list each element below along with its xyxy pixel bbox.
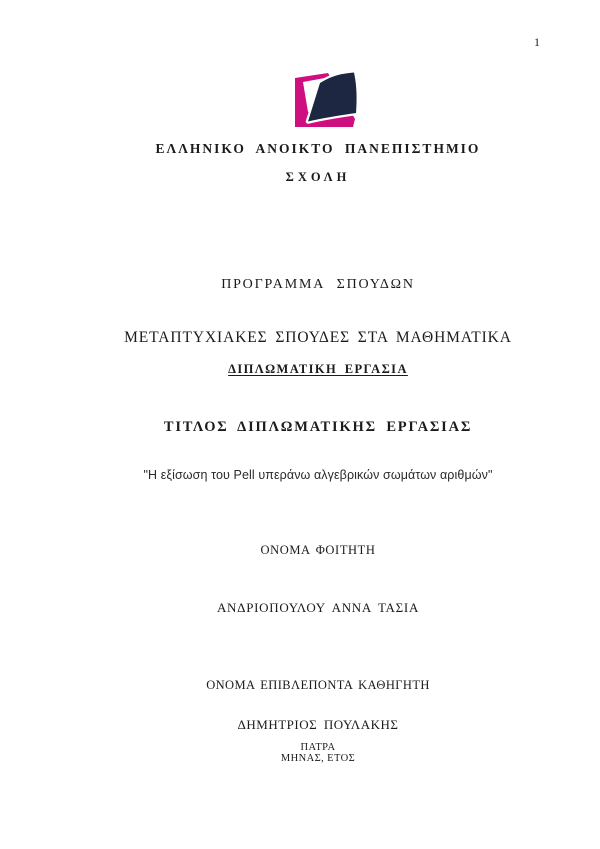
page-number: 1 bbox=[534, 35, 540, 49]
school-label: ΣΧΟΛΗ bbox=[285, 170, 351, 184]
thesis-title: "Η εξίσωση του Pell υπεράνω αλγεβρικών σωμάτων αριθμών" bbox=[143, 468, 493, 482]
student-name: ΑΝΔΡΙΟΠΟΥΛΟΥ ΑΝΝΑ ΤΑΣΙΑ bbox=[216, 600, 420, 615]
supervisor-name-label: ΟΝΟΜΑ ΕΠΙΒΛΕΠΟΝΤΑ ΚΑΘΗΓΗΤΗ bbox=[206, 678, 430, 692]
student-name-label: ΟΝΟΜΑ ΦΟΙΤΗΤΗ bbox=[260, 543, 376, 557]
month-year-placeholder: ΜΗΝΑΣ, ΕΤΟΣ bbox=[280, 753, 356, 764]
program-of-studies-label: ΠΡΟΓΡΑΜΜΑ ΣΠΟΥΔΩΝ bbox=[221, 277, 415, 292]
hellenic-open-university-logo-icon bbox=[294, 70, 361, 132]
city-label: ΠΑΤΡΑ bbox=[300, 742, 336, 753]
supervisor-name: ΔΗΜΗΤΡΙΟΣ ΠΟΥΛΑΚΗΣ bbox=[237, 717, 399, 732]
program-name: ΜΕΤΑΠΤΥΧΙΑΚΕΣ ΣΠΟΥΔΕΣ ΣΤΑ ΜΑΘΗΜΑΤΙΚΑ bbox=[124, 329, 512, 346]
thesis-type-label: ΔΙΠΛΩΜΑΤΙΚΗ ΕΡΓΑΣΙΑ bbox=[228, 362, 408, 376]
university-name: ΕΛΛΗΝΙΚΟ ΑΝΟΙΚΤΟ ΠΑΝΕΠΙΣΤΗΜΙΟ bbox=[155, 141, 481, 156]
thesis-title-label: ΤΙΤΛΟΣ ΔΙΠΛΩΜΑΤΙΚΗΣ ΕΡΓΑΣΙΑΣ bbox=[163, 419, 473, 435]
